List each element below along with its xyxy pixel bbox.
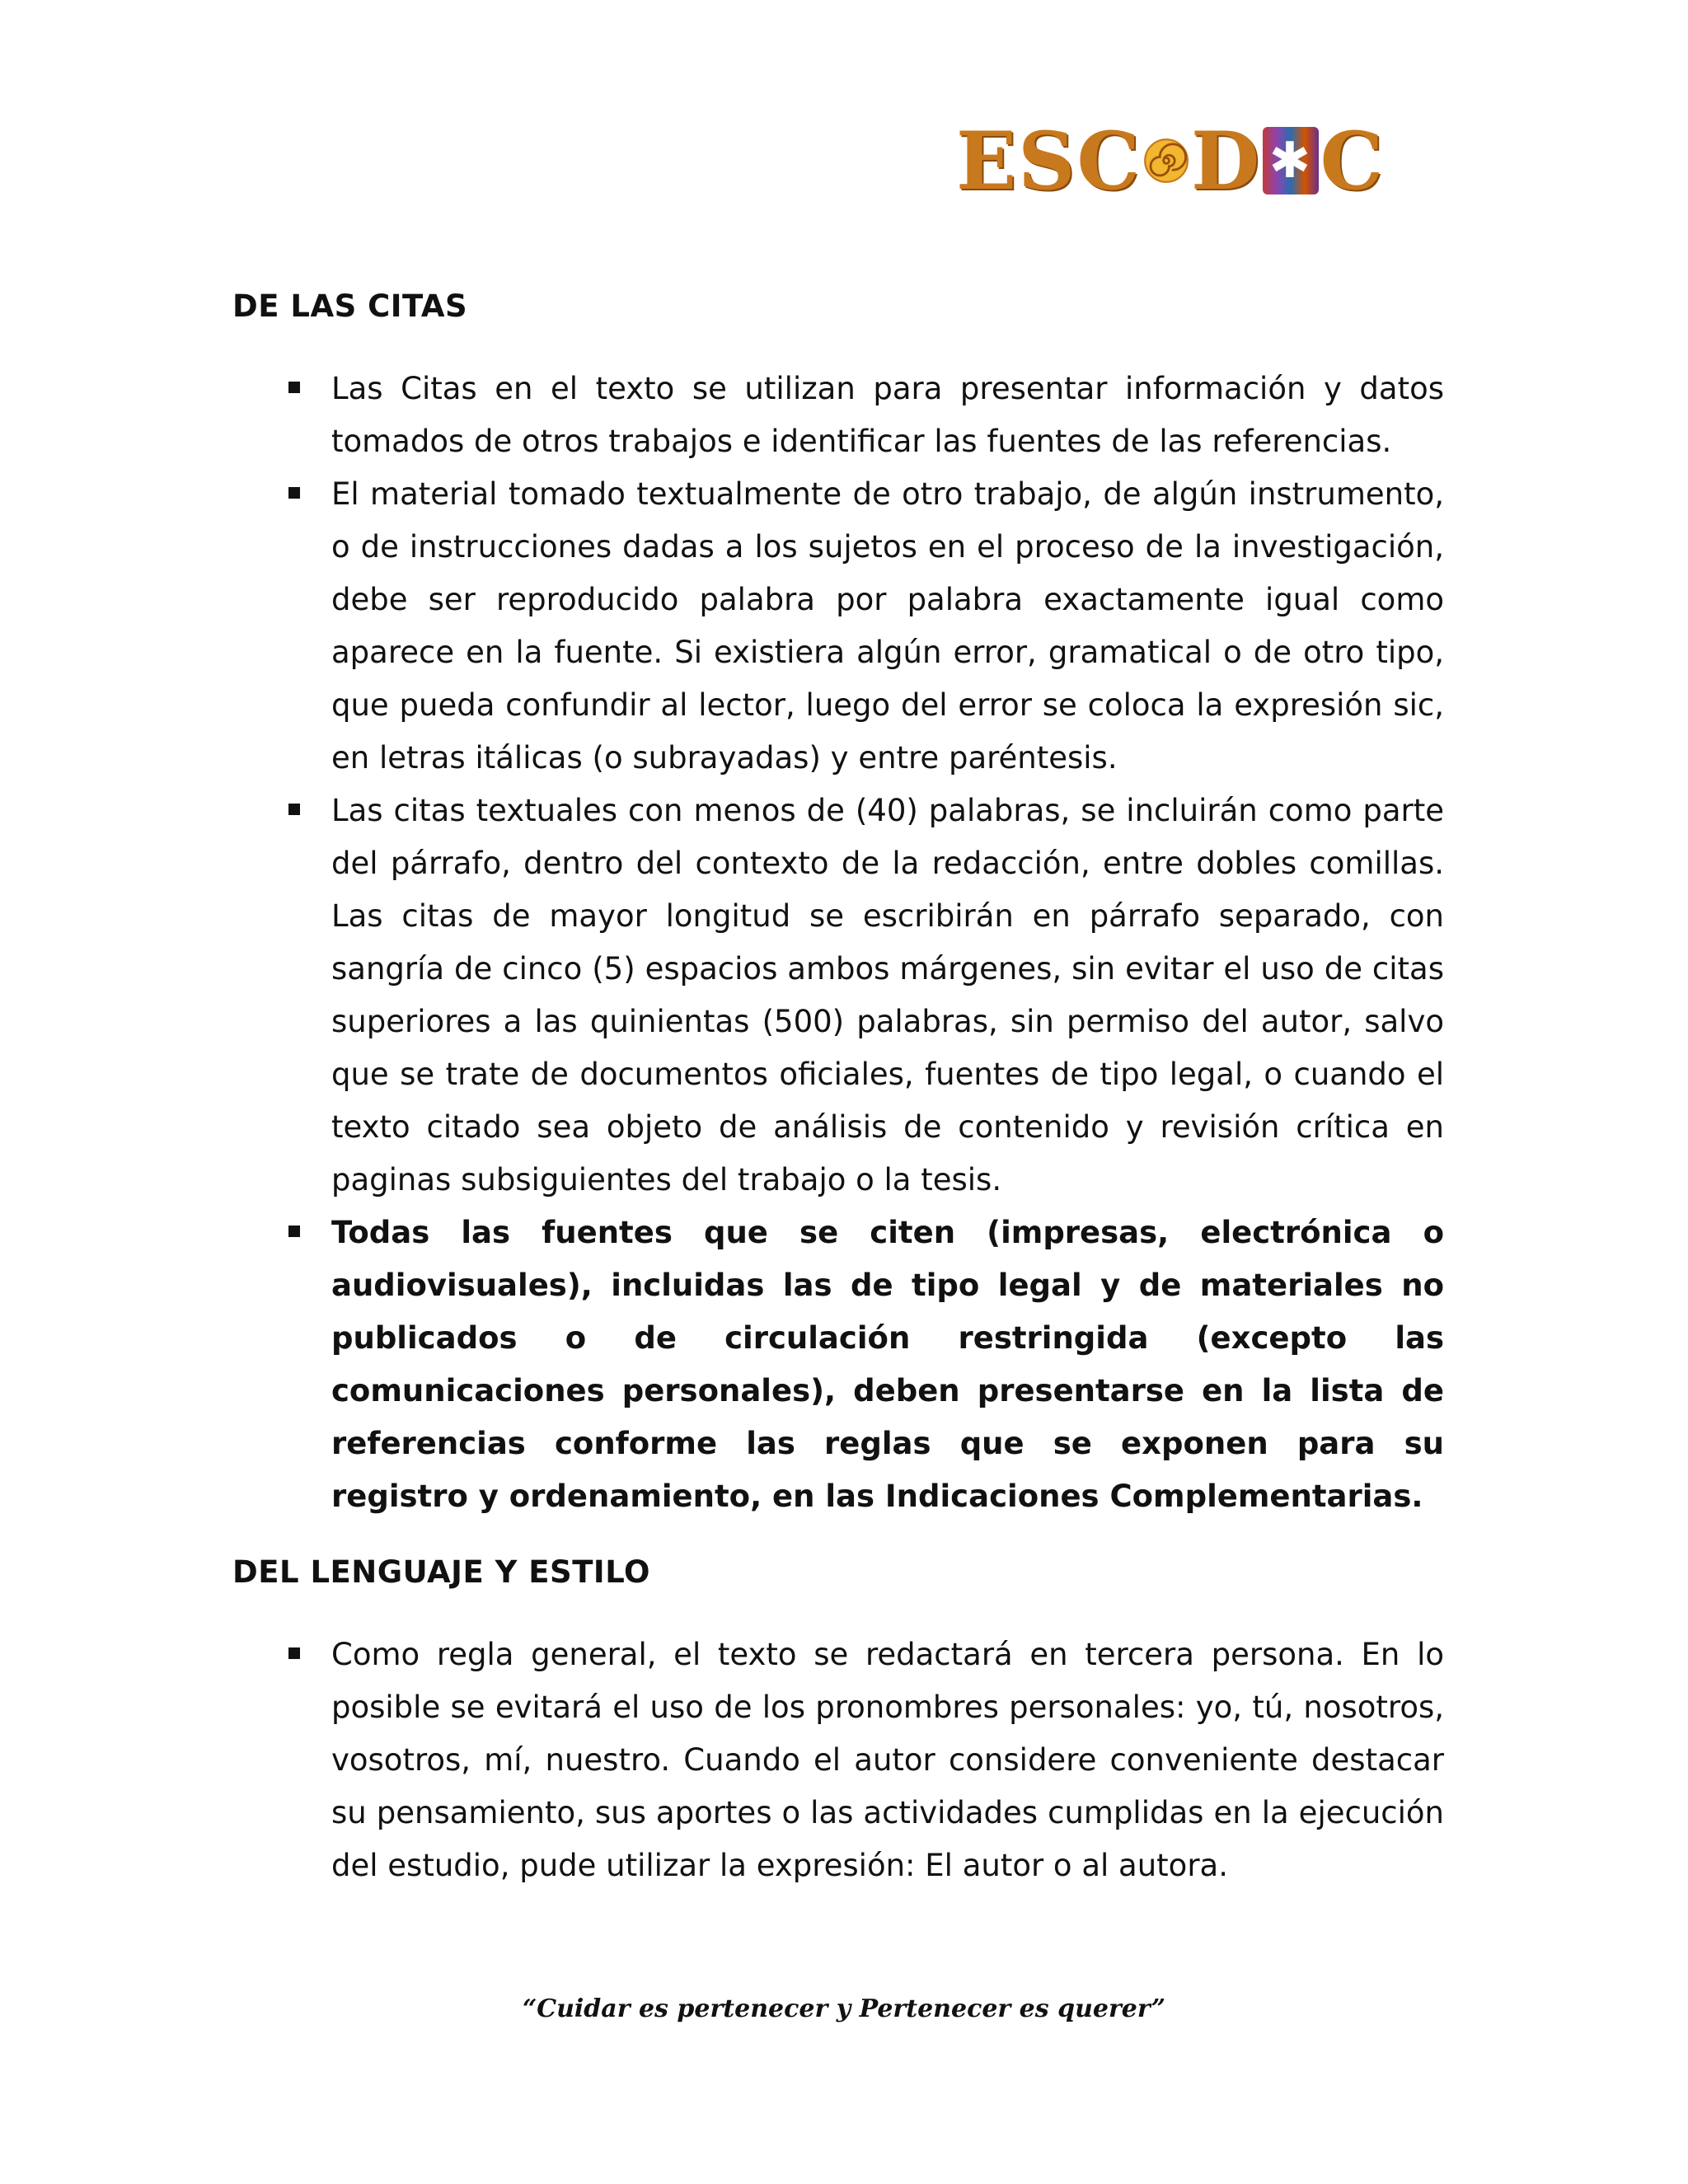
document-body (232, 280, 1444, 1892)
footer-motto: “Cuidar es pertenecer y Pertenecer es querer” (522, 1994, 1166, 2023)
logo-colorful-figure-icon: ✱ (1263, 127, 1318, 194)
lenguaje-list (232, 1629, 1444, 1892)
logo-letter-d: D (1191, 114, 1262, 208)
spiral-icon (1143, 120, 1189, 202)
list-item (232, 785, 1444, 1207)
section-title-citas: DE LAS CITAS (232, 288, 468, 324)
square-bullet-icon (288, 1226, 300, 1237)
list-item-text: Las Citas en el texto se utilizan para presentar información y datos tomados de otros trabajos e identificar las fuentes de las referencias. (331, 371, 1444, 459)
list-item-text: Las citas textuales con menos de (40) palabras, se incluirán como parte del párrafo, dentro del contexto de la redacción, entre dobles comillas. Las citas de mayor longitud se escribirán en párrafo separado, con sangría de cinco (5) espacios ambos márgenes, sin evitar el uso de citas superiores a las quinientas (500) palabras, sin permiso del autor, salvo que se trate de documentos oficiales, fuentes de tipo legal, o cuando el texto citado sea objeto de análisis de contenido y revisión crítica en paginas subsiguientes del trabajo o la tesis. (331, 793, 1444, 1197)
square-bullet-icon (288, 1647, 300, 1659)
list-item-text: Todas las fuentes que se citen (impresas, electrónica o audiovisuales), incluidas las de tipo legal y de materiales no publicados o de circulación restringida (excepto las comunicaciones personales), deben presentarse en la lista de referencias conforme las reglas que se exponen para su registro y ordenamiento, en las Indicaciones Complementarias. (331, 1215, 1444, 1514)
square-bullet-icon (288, 382, 300, 393)
logo-letter-c: C (1320, 114, 1385, 208)
logo-letters-esc: ESC (956, 114, 1142, 208)
square-bullet-icon (288, 487, 300, 499)
list-item (232, 1207, 1444, 1523)
list-item (232, 468, 1444, 785)
square-bullet-icon (288, 804, 300, 815)
list-item (232, 1629, 1444, 1892)
list-item (232, 363, 1444, 468)
list-item-text: Como regla general, el texto se redactará en tercera persona. En lo posible se evitará el uso de los pronombres personales: yo, tú, nosotros, vosotros, mí, nuestro. Cuando el autor considere conveniente destacar su pensamiento, sus aportes o las actividades cumplidas en la ejecución del estudio, pude utilizar la expresión: El autor o al autora. (331, 1637, 1444, 1883)
list-item-text: El material tomado textualmente de otro trabajo, de algún instrumento, o de instrucciones dadas a los sujetos en el proceso de la investigación, debe ser reproducido palabra por palabra exactamente igual como aparece en la fuente. Si existiera algún error, gramatical o de otro tipo, que pueda confundir al lector, luego del error se coloca la expresión sic, en letras itálicas (o subrayadas) y entre paréntesis. (331, 476, 1444, 776)
citas-list (232, 363, 1444, 1523)
escodoc-logo (956, 111, 1385, 210)
section-title-lenguaje: DEL LENGUAJE Y ESTILO (232, 1554, 650, 1590)
